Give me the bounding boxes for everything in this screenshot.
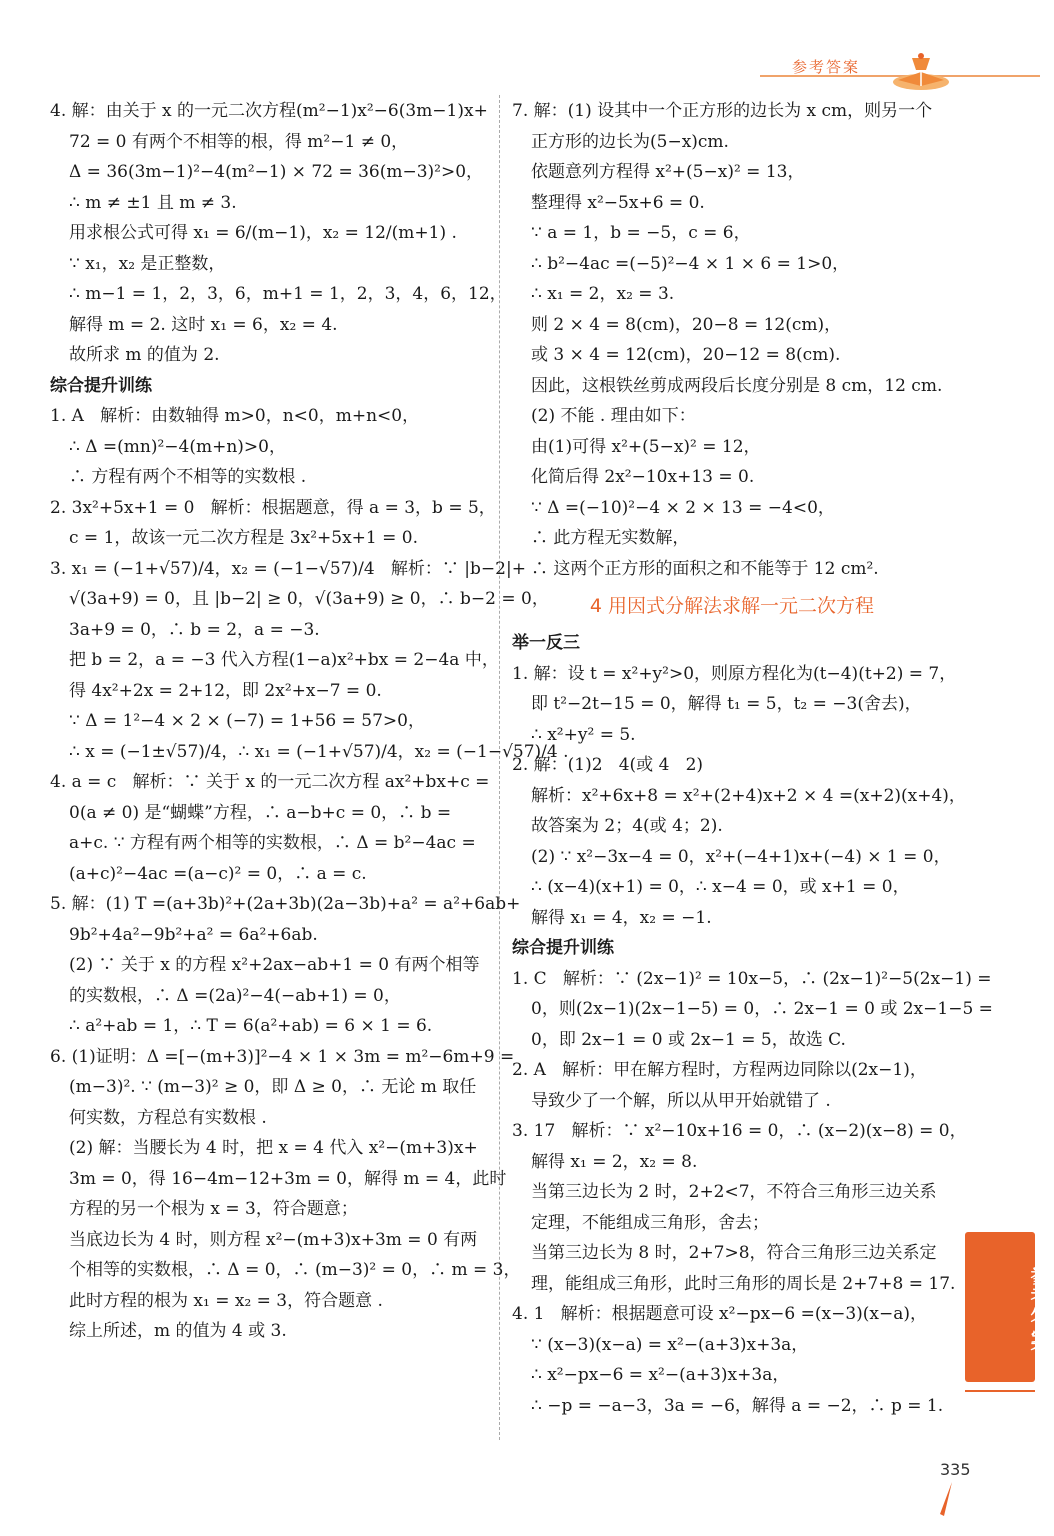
text-line: c = 1，故该一元二次方程是 3x²+5x+1 = 0. — [69, 528, 418, 548]
text-line: 解得 x₁ = 4，x₂ = −1. — [531, 907, 712, 928]
text-line: ∴ −p = −a−3，3a = −6，解得 a = −2，∴ p = 1. — [531, 1395, 944, 1416]
text-line: 则 2 × 4 = 8(cm)，20−8 = 12(cm)， — [531, 314, 842, 335]
text-line: 用求根公式可得 x₁ = 6/(m−1)，x₂ = 12/(m+1) . — [69, 223, 457, 243]
text-line: (2) ∵ 关于 x 的方程 x²+2ax−ab+1 = 0 有两个相等 — [69, 955, 480, 975]
text-line: √(3a+9) = 0，且 |b−2| ≥ 0，√(3a+9) ≥ 0，∴ b−2 = 0， — [69, 589, 549, 609]
text-line: 或 3 × 4 = 12(cm)，20−12 = 8(cm). — [531, 345, 841, 365]
text-line: (2) 不能 . 理由如下： — [531, 406, 696, 426]
text-line: ∴ a²+ab = 1，∴ T = 6(a²+ab) = 6 × 1 = 6. — [69, 1016, 433, 1036]
chapter-heading: 4 用因式分解法求解一元二次方程 — [589, 595, 875, 617]
text-line: 0(a ≠ 0) 是“蝴蝶”方程，∴ a−b+c = 0，∴ b = — [69, 802, 452, 823]
text-line: 4. 解：由关于 x 的一元二次方程(m²−1)x²−6(3m−1)x+ — [50, 101, 488, 121]
text-line: 因此，这根铁丝剪成两段后长度分别是 8 cm，12 cm. — [531, 375, 943, 396]
text-line: 3. x₁ = (−1+√57)/4，x₂ = (−1−√57)/4 解析：∵ |b−2|+ — [50, 558, 526, 579]
text-line: 9b²+4a²−9b²+a² = 6a²+6ab. — [69, 924, 318, 945]
text-line: 何实数，方程总有实数根 . — [69, 1107, 267, 1128]
text-line: 个相等的实数根，∴ Δ = 0，∴ (m−3)² = 0，∴ m = 3， — [69, 1260, 521, 1280]
section-heading: 举一反三 — [512, 633, 580, 653]
text-line: 72 = 0 有两个不相等的根，得 m²−1 ≠ 0， — [69, 131, 409, 152]
section-heading: 综合提升训练 — [50, 375, 152, 396]
text-line: ∴ x₁ = 2，x₂ = 3. — [531, 284, 675, 304]
text-line: 化简后得 2x²−10x+13 = 0. — [531, 467, 755, 487]
text-line: 故所求 m 的值为 2. — [69, 345, 220, 365]
text-line: ∵ Δ = 1²−4 × 2 × (−7) = 1+56 = 57>0， — [69, 711, 425, 731]
text-line: 当第三边长为 2 时，2+2<7，不符合三角形三边关系 — [531, 1182, 937, 1202]
text-line: 6. (1)证明：Δ =[−(m+3)]²−4 × 1 × 3m = m²−6m+9 = — [50, 1046, 515, 1067]
text-line: 当底边长为 4 时，则方程 x²−(m+3)x+3m = 0 有两 — [69, 1229, 478, 1250]
text-line: ∴ x²−px−6 = x²−(a+3)x+3a， — [531, 1365, 790, 1385]
text-line: ∴ 此方程无实数解， — [531, 528, 690, 548]
text-line: 解析：x²+6x+8 = x²+(2+4)x+2 × 4 =(x+2)(x+4)， — [531, 785, 966, 806]
section-heading: 综合提升训练 — [512, 938, 614, 958]
text-line: 3a+9 = 0，∴ b = 2，a = −3. — [69, 619, 320, 640]
text-line: 解得 m = 2. 这时 x₁ = 6，x₂ = 4. — [69, 314, 338, 335]
text-line: (a+c)²−4ac =(a−c)² = 0，∴ a = c. — [69, 863, 367, 884]
text-line: 即 t²−2t−15 = 0，解得 t₁ = 5，t₂ = −3(舍去)， — [531, 694, 922, 714]
text-line: 1. C 解析：∵ (2x−1)² = 10x−5，∴ (2x−1)²−5(2x−1) = — [512, 968, 992, 989]
side-tab-label: 参考答案 — [1027, 1263, 1052, 1351]
text-line: 0，则(2x−1)(2x−1−5) = 0，∴ 2x−1 = 0 或 2x−1−5 = — [531, 999, 993, 1019]
text-line: 由(1)可得 x²+(5−x)² = 12， — [531, 436, 761, 457]
side-tab — [965, 1232, 1052, 1382]
text-line: ∴ (x−4)(x+1) = 0，∴ x−4 = 0，或 x+1 = 0， — [531, 877, 910, 897]
text-line: ∴ x²+y² = 5. — [531, 724, 636, 745]
text-line: ∵ Δ =(−10)²−4 × 2 × 13 = −4<0， — [531, 497, 835, 518]
text-line: 5. 解：(1) T =(a+3b)²+(2a+3b)(2a−3b)+a² = a²+6ab+ — [50, 894, 521, 914]
text-line: ∴ Δ =(mn)²−4(m+n)>0， — [69, 436, 286, 457]
text-line: 理，能组成三角形，此时三角形的周长是 2+7+8 = 17. — [531, 1273, 956, 1294]
text-line: 方程的另一个根为 x = 3，符合题意； — [69, 1199, 358, 1219]
text-line: 的实数根，∴ Δ =(2a)²−4(−ab+1) = 0， — [69, 985, 401, 1006]
text-line: Δ = 36(3m−1)²−4(m²−1) × 72 = 36(m−3)²>0， — [69, 162, 484, 182]
text-line: 1. A 解析：由数轴得 m>0，n<0，m+n<0， — [50, 406, 420, 426]
text-line: 解得 x₁ = 2，x₂ = 8. — [531, 1151, 698, 1172]
text-line: 导致少了一个解，所以从甲开始就错了 . — [531, 1090, 831, 1111]
text-line: 此时方程的根为 x₁ = x₂ = 3，符合题意 . — [69, 1290, 383, 1311]
text-line: 3. 17 解析：∵ x²−10x+16 = 0，∴ (x−2)(x−8) = 0， — [512, 1121, 967, 1141]
text-line: 1. 解：设 t = x²+y²>0，则原方程化为(t−4)(t+2) = 7， — [512, 663, 957, 684]
text-line: 2. 解：(1)2 4(或 4 2) — [512, 755, 704, 775]
right-column — [512, 96, 993, 1421]
text-line: 故答案为 2；4(或 4；2). — [531, 816, 723, 836]
text-line: ∵ (x−3)(x−a) = x²−(a+3)x+3a， — [531, 1334, 809, 1355]
text-line: 当第三边长为 8 时，2+7>8，符合三角形三边关系定 — [531, 1243, 937, 1263]
pen-mark-icon — [930, 1480, 960, 1520]
text-line: ∴ m ≠ ±1 且 m ≠ 3. — [69, 192, 237, 213]
text-line: a+c. ∵ 方程有两个相等的实数根，∴ Δ = b²−4ac = — [69, 833, 476, 853]
text-line: 3m = 0，得 16−4m−12+3m = 0，解得 m = 4，此时 — [69, 1168, 507, 1189]
text-line: 7. 解：(1) 设其中一个正方形的边长为 x cm，则另一个 — [512, 101, 933, 121]
text-line: ∵ a = 1，b = −5，c = 6， — [531, 223, 751, 243]
text-line: 2. A 解析：甲在解方程时，方程两边同除以(2x−1)， — [512, 1060, 927, 1080]
text-line: 0，即 2x−1 = 0 或 2x−1 = 5，故选 C. — [531, 1029, 846, 1050]
text-line: ∴ 方程有两个不相等的实数根 . — [69, 467, 307, 487]
text-line: 4. a = c 解析：∵ 关于 x 的一元二次方程 ax²+bx+c = — [50, 772, 490, 792]
page-number: 335 — [940, 1460, 971, 1479]
text-line: ∴ b²−4ac =(−5)²−4 × 1 × 6 = 1>0， — [531, 253, 850, 274]
text-line: ∴ m−1 = 1，2，3，6，m+1 = 1，2，3，4，6，12， — [69, 284, 507, 304]
side-tab-rule — [965, 1390, 1035, 1392]
text-line: 整理得 x²−5x+6 = 0. — [531, 192, 705, 213]
text-line: 4. 1 解析：根据题意可设 x²−px−6 =(x−3)(x−a)， — [512, 1304, 928, 1324]
text-line: 正方形的边长为(5−x)cm. — [531, 131, 729, 152]
text-line: (2) ∵ x²−3x−4 = 0，x²+(−4+1)x+(−4) × 1 = 0， — [531, 846, 951, 867]
text-line: 综上所述，m 的值为 4 或 3. — [69, 1321, 287, 1341]
text-line: 2. 3x²+5x+1 = 0 解析：根据题意，得 a = 3，b = 5， — [50, 497, 496, 518]
text-line: ∴ x = (−1±√57)/4，∴ x₁ = (−1+√57)/4，x₂ = (−1−√57)/4 . — [69, 741, 569, 762]
book-lamp-icon — [890, 50, 952, 92]
header-title: 参考答案 — [792, 58, 861, 76]
text-line: 得 4x²+2x = 2+12，即 2x²+x−7 = 0. — [69, 680, 382, 701]
text-line: (m−3)². ∵ (m−3)² ≥ 0，即 Δ ≥ 0，∴ 无论 m 取任 — [69, 1077, 477, 1097]
text-line: 定理，不能组成三角形，舍去； — [531, 1212, 769, 1233]
text-line: 把 b = 2，a = −3 代入方程(1−a)x²+bx = 2−4a 中， — [69, 650, 499, 670]
text-line: (2) 解：当腰长为 4 时，把 x = 4 代入 x²−(m+3)x+ — [69, 1138, 478, 1158]
text-line: ∴ 这两个正方形的面积之和不能等于 12 cm². — [531, 558, 879, 579]
text-line: ∵ x₁，x₂ 是正整数， — [69, 253, 226, 274]
text-line: 依题意列方程得 x²+(5−x)² = 13， — [531, 162, 805, 182]
